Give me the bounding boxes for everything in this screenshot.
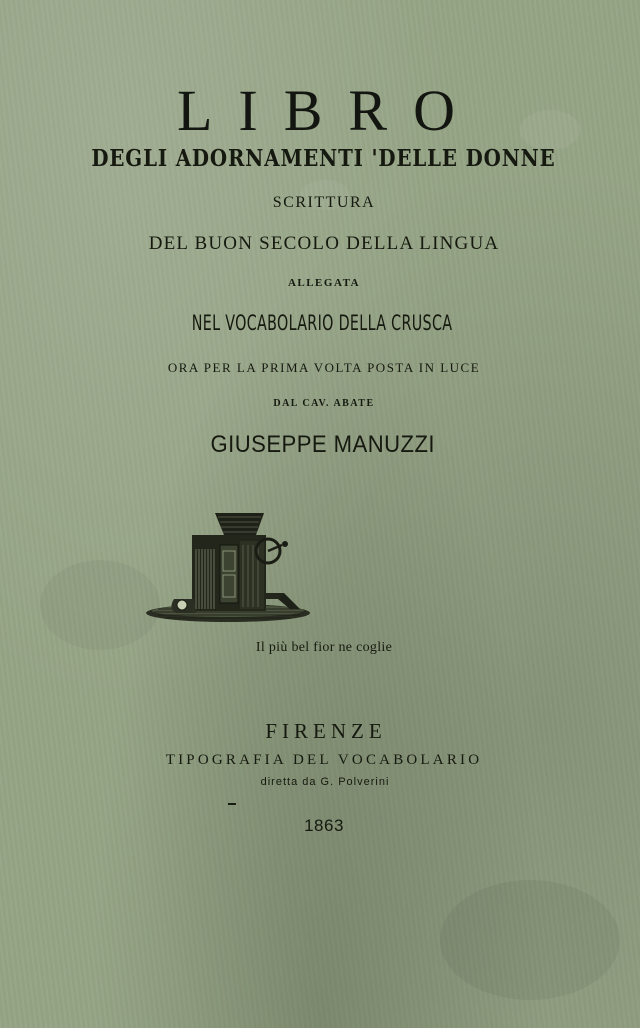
- book-title: LIBRO: [177, 78, 481, 143]
- sifting-machine-emblem-icon: [140, 505, 320, 635]
- paper-stain: [440, 880, 620, 1000]
- emblem-motto: Il più bel fior ne coglie: [255, 640, 393, 655]
- book-subtitle: DEGLI ADORNAMENTI 'DELLE DONNE: [91, 145, 556, 172]
- imprint-city: FIRENZE: [265, 719, 387, 743]
- description-line-allegata: ALLEGATA: [287, 277, 361, 289]
- imprint-year: 1863: [304, 816, 344, 835]
- imprint-director: diretta da G. Polverini: [260, 776, 390, 788]
- description-line-vocabolario: NEL VOCABOLARIO DELLA CRUSCA: [191, 311, 453, 335]
- imprint-printer: TIPOGRAFIA DEL VOCABOLARIO: [165, 752, 483, 768]
- description-line-scrittura: SCRITTURA: [272, 194, 376, 211]
- divider-dash: [228, 803, 236, 805]
- description-line-buon-secolo: DEL BUON SECOLO DELLA LINGUA: [148, 233, 500, 254]
- description-line-prima-volta: ORA PER LA PRIMA VOLTA POSTA IN LUCE: [167, 360, 481, 375]
- author-name: GIUSEPPE MANUZZI: [210, 431, 436, 458]
- description-line-dal-cav: DAL CAV. ABATE: [273, 398, 375, 409]
